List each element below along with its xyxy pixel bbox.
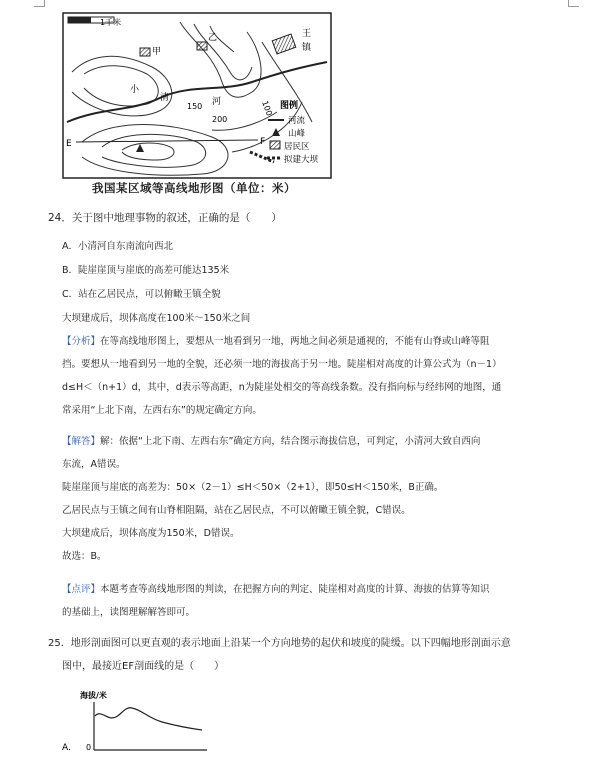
village-yi — [197, 42, 207, 50]
analysis-tag: 【分析】 — [62, 336, 101, 347]
contour-label-200: 200 — [212, 115, 228, 124]
village-jia — [140, 48, 150, 56]
legend-town: 居民区 — [284, 142, 310, 152]
answer-line-6: 故选：B。 — [62, 551, 107, 562]
contour-label-150: 150 — [187, 102, 203, 111]
contour-label-100: 100 — [260, 99, 274, 118]
label-he: 河 — [212, 97, 222, 107]
q24-answer — [62, 430, 480, 568]
comment-tag: 【点评】 — [62, 584, 101, 595]
analysis-line-2: 挡。要想从一地看到另一地的全貌，还必须一地的海拔高于另一地。陡崖相对高度的计算公式为（n－1） — [62, 359, 502, 370]
answer-line-3: 陡崖崖顶与崖底的高差为：50×（2－1）≤H＜50×（2+1），即50≤H＜150米，B正确。 — [62, 482, 444, 493]
legend-river: 河流 — [288, 116, 306, 126]
answer-line-4: 乙居民点与王镇之间有山脊相阻隔，站在乙居民点，不可以俯瞰王镇全貌，C错误。 — [62, 505, 411, 516]
contour-map-svg — [62, 12, 332, 182]
analysis-line-3: d≤H＜（n+1）d，其中，d表示等高距，n为陡崖处相交的等高线条数。没有指向标与经纬网的地图，通 — [62, 382, 502, 393]
q24-option-c: C．站在乙居民点，可以俯瞰王镇全貌 — [62, 289, 221, 300]
legend-title: 图例 — [280, 101, 299, 111]
analysis-line-4: 常采用“上北下南，左西右东”的规定确定方向。 — [62, 405, 262, 416]
answer-line-2: 东流，A错误。 — [62, 459, 126, 470]
label-yi: 乙 — [208, 33, 218, 43]
q24-analysis — [62, 330, 502, 422]
profile-origin: 0 — [86, 743, 92, 752]
profile-a-curve — [95, 708, 202, 730]
profile-a-svg — [62, 688, 212, 768]
profile-option-a[interactable] — [62, 688, 212, 768]
q25-stem-line-1: 25．地形剖面图可以更直观的表示地面上沿某一个方向地势的起伏和坡度的陡缓。以下四幅地形剖面示意 — [48, 638, 511, 649]
legend-dam: 拟建大坝 — [284, 155, 319, 165]
q25-stem — [48, 632, 511, 678]
comment-line-2: 的基础上，读图理解解答即可。 — [62, 607, 196, 618]
scale-label: 1千米 — [100, 18, 122, 27]
label-wang: 王 — [302, 29, 312, 39]
q24-option-d: 大坝建成后，坝体高度在100米～150米之间 — [62, 313, 251, 324]
scale-bar-fill — [68, 17, 91, 23]
q25-stem-line-2: 图中，最接近EF剖面线的是（ ） — [62, 661, 225, 672]
q24-option-a: A．小清河自东南流向西北 — [62, 241, 173, 252]
answer-line-5: 大坝建成后，坝体高度为150米，D错误。 — [62, 528, 240, 539]
q24-option-b: B．陡崖崖顶与崖底的高差可能达135米 — [62, 265, 230, 276]
label-jia: 甲 — [152, 47, 162, 57]
legend-town-swatch — [270, 141, 280, 149]
page-corner-left — [34, 0, 45, 7]
label-zhen: 镇 — [302, 43, 312, 53]
label-xiao: 小 — [130, 85, 140, 95]
q24-comment — [62, 578, 490, 624]
label-f: F — [260, 137, 266, 147]
map-caption: 我国某区域等高线地形图（单位：米） — [92, 181, 296, 195]
answer-tag: 【解答】 — [62, 436, 101, 447]
label-qing: 清 — [160, 93, 170, 103]
profile-ylabel: 海拔/米 — [80, 691, 107, 700]
answer-line-1: 解：依据“上北下南、左西右东”确定方向，结合图示海拔信息，可判定，小清河大致自西向 — [100, 436, 481, 447]
contour-map — [62, 12, 332, 182]
comment-line-1: 本题考查等高线地形图的判读，在把握方向的判定、陡崖相对高度的计算、海拔的估算等知识 — [100, 584, 490, 595]
legend-peak: 山峰 — [288, 129, 306, 139]
analysis-line-1: 在等高线地形图上，要想从一地看到另一地，两地之间必须是通视的，不能有山脊或山峰等阻 — [100, 336, 490, 347]
q24-stem: 24．关于图中地理事物的叙述，正确的是（ ） — [48, 212, 282, 224]
label-e: E — [66, 139, 72, 149]
profile-option-a-label: A． — [62, 743, 78, 753]
page-corner-right — [568, 0, 579, 7]
